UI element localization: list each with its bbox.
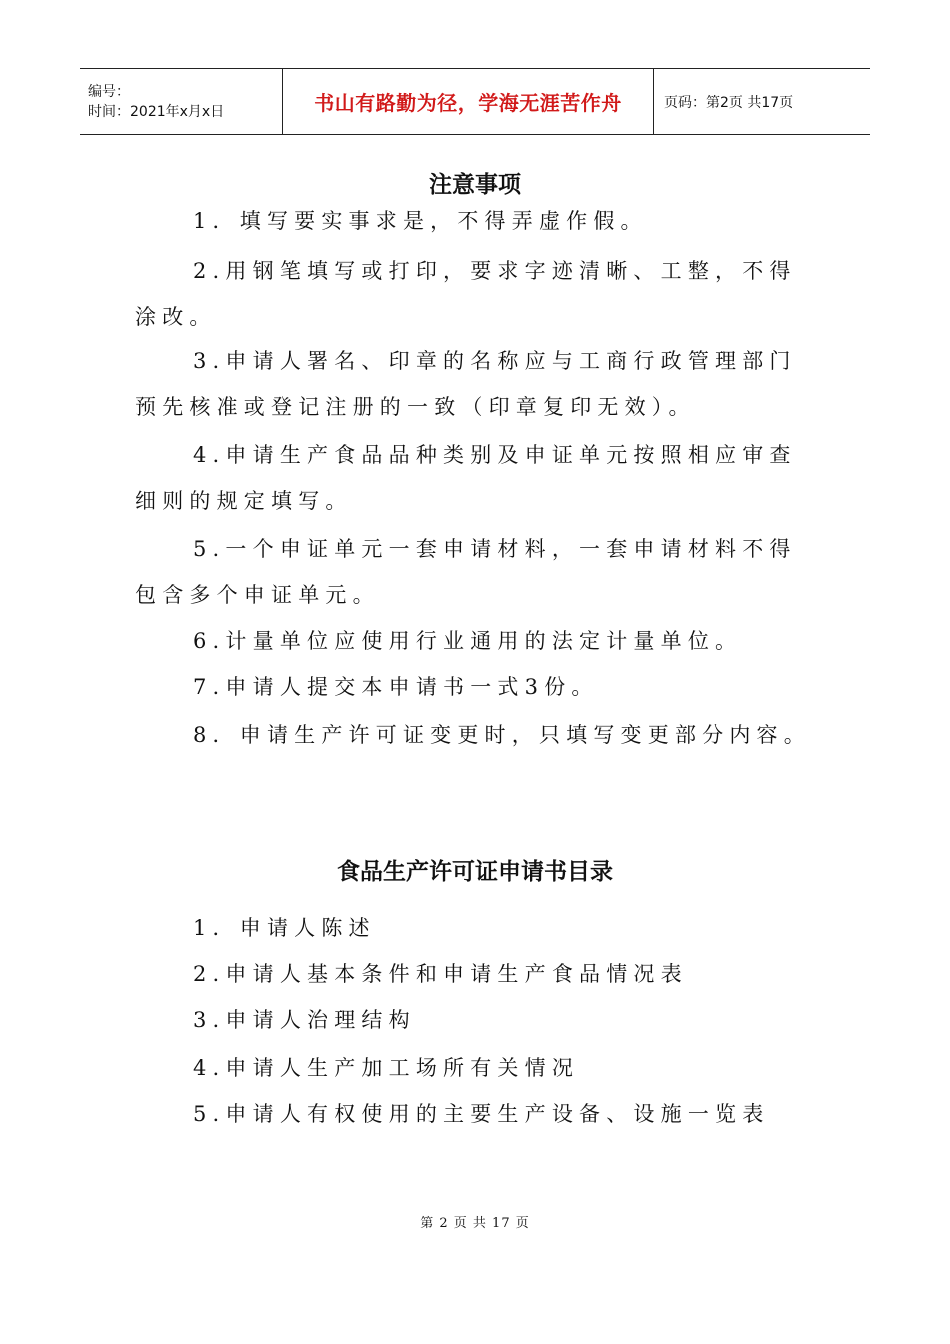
document-time: 时间：2021年x月x日 [88,103,225,120]
page-footer: 第 2 页 共 17 页 [420,1216,530,1231]
header-motto: 书山有路勤为径，学海无涯苦作舟 [314,91,622,115]
notes-item: 8．申请生产许可证变更时，只填写变更部分内容。 [193,723,811,747]
notes-title: 注意事项 [429,171,521,198]
toc-item: 3.申请人治理结构 [193,1008,416,1032]
toc-title: 食品生产许可证申请书目录 [337,858,613,885]
toc-item: 2.申请人基本条件和申请生产食品情况表 [193,962,688,986]
document-number-label: 编号： [88,83,130,100]
notes-item: 2.用钢笔填写或打印，要求字迹清晰、工整，不得涂改。 [135,259,797,329]
toc-item: 5.申请人有权使用的主要生产设备、设施一览表 [193,1102,770,1126]
notes-item: 6.计量单位应使用行业通用的法定计量单位。 [193,629,743,653]
notes-item: 3.申请人署名、印章的名称应与工商行政管理部门预先核准或登记注册的一致（印章复印无效）。 [135,349,797,419]
toc-item: 4.申请人生产加工场所有关情况 [193,1056,580,1080]
notes-item: 4.申请生产食品品种类别及申证单元按照相应审查细则的规定填写。 [135,443,797,513]
page-header [80,68,870,135]
notes-item: 7.申请人提交本申请书一式3份。 [193,675,599,699]
header-motto-cell [282,69,654,134]
header-page-info: 页码：第2页 共17页 [664,94,794,111]
toc-item: 1．申请人陈述 [193,916,376,940]
notes-item: 5.一个申证单元一套申请材料，一套申请材料不得包含多个申证单元。 [135,537,797,607]
header-meta [80,69,282,134]
notes-item: 1．填写要实事求是，不得弄虚作假。 [193,209,648,233]
